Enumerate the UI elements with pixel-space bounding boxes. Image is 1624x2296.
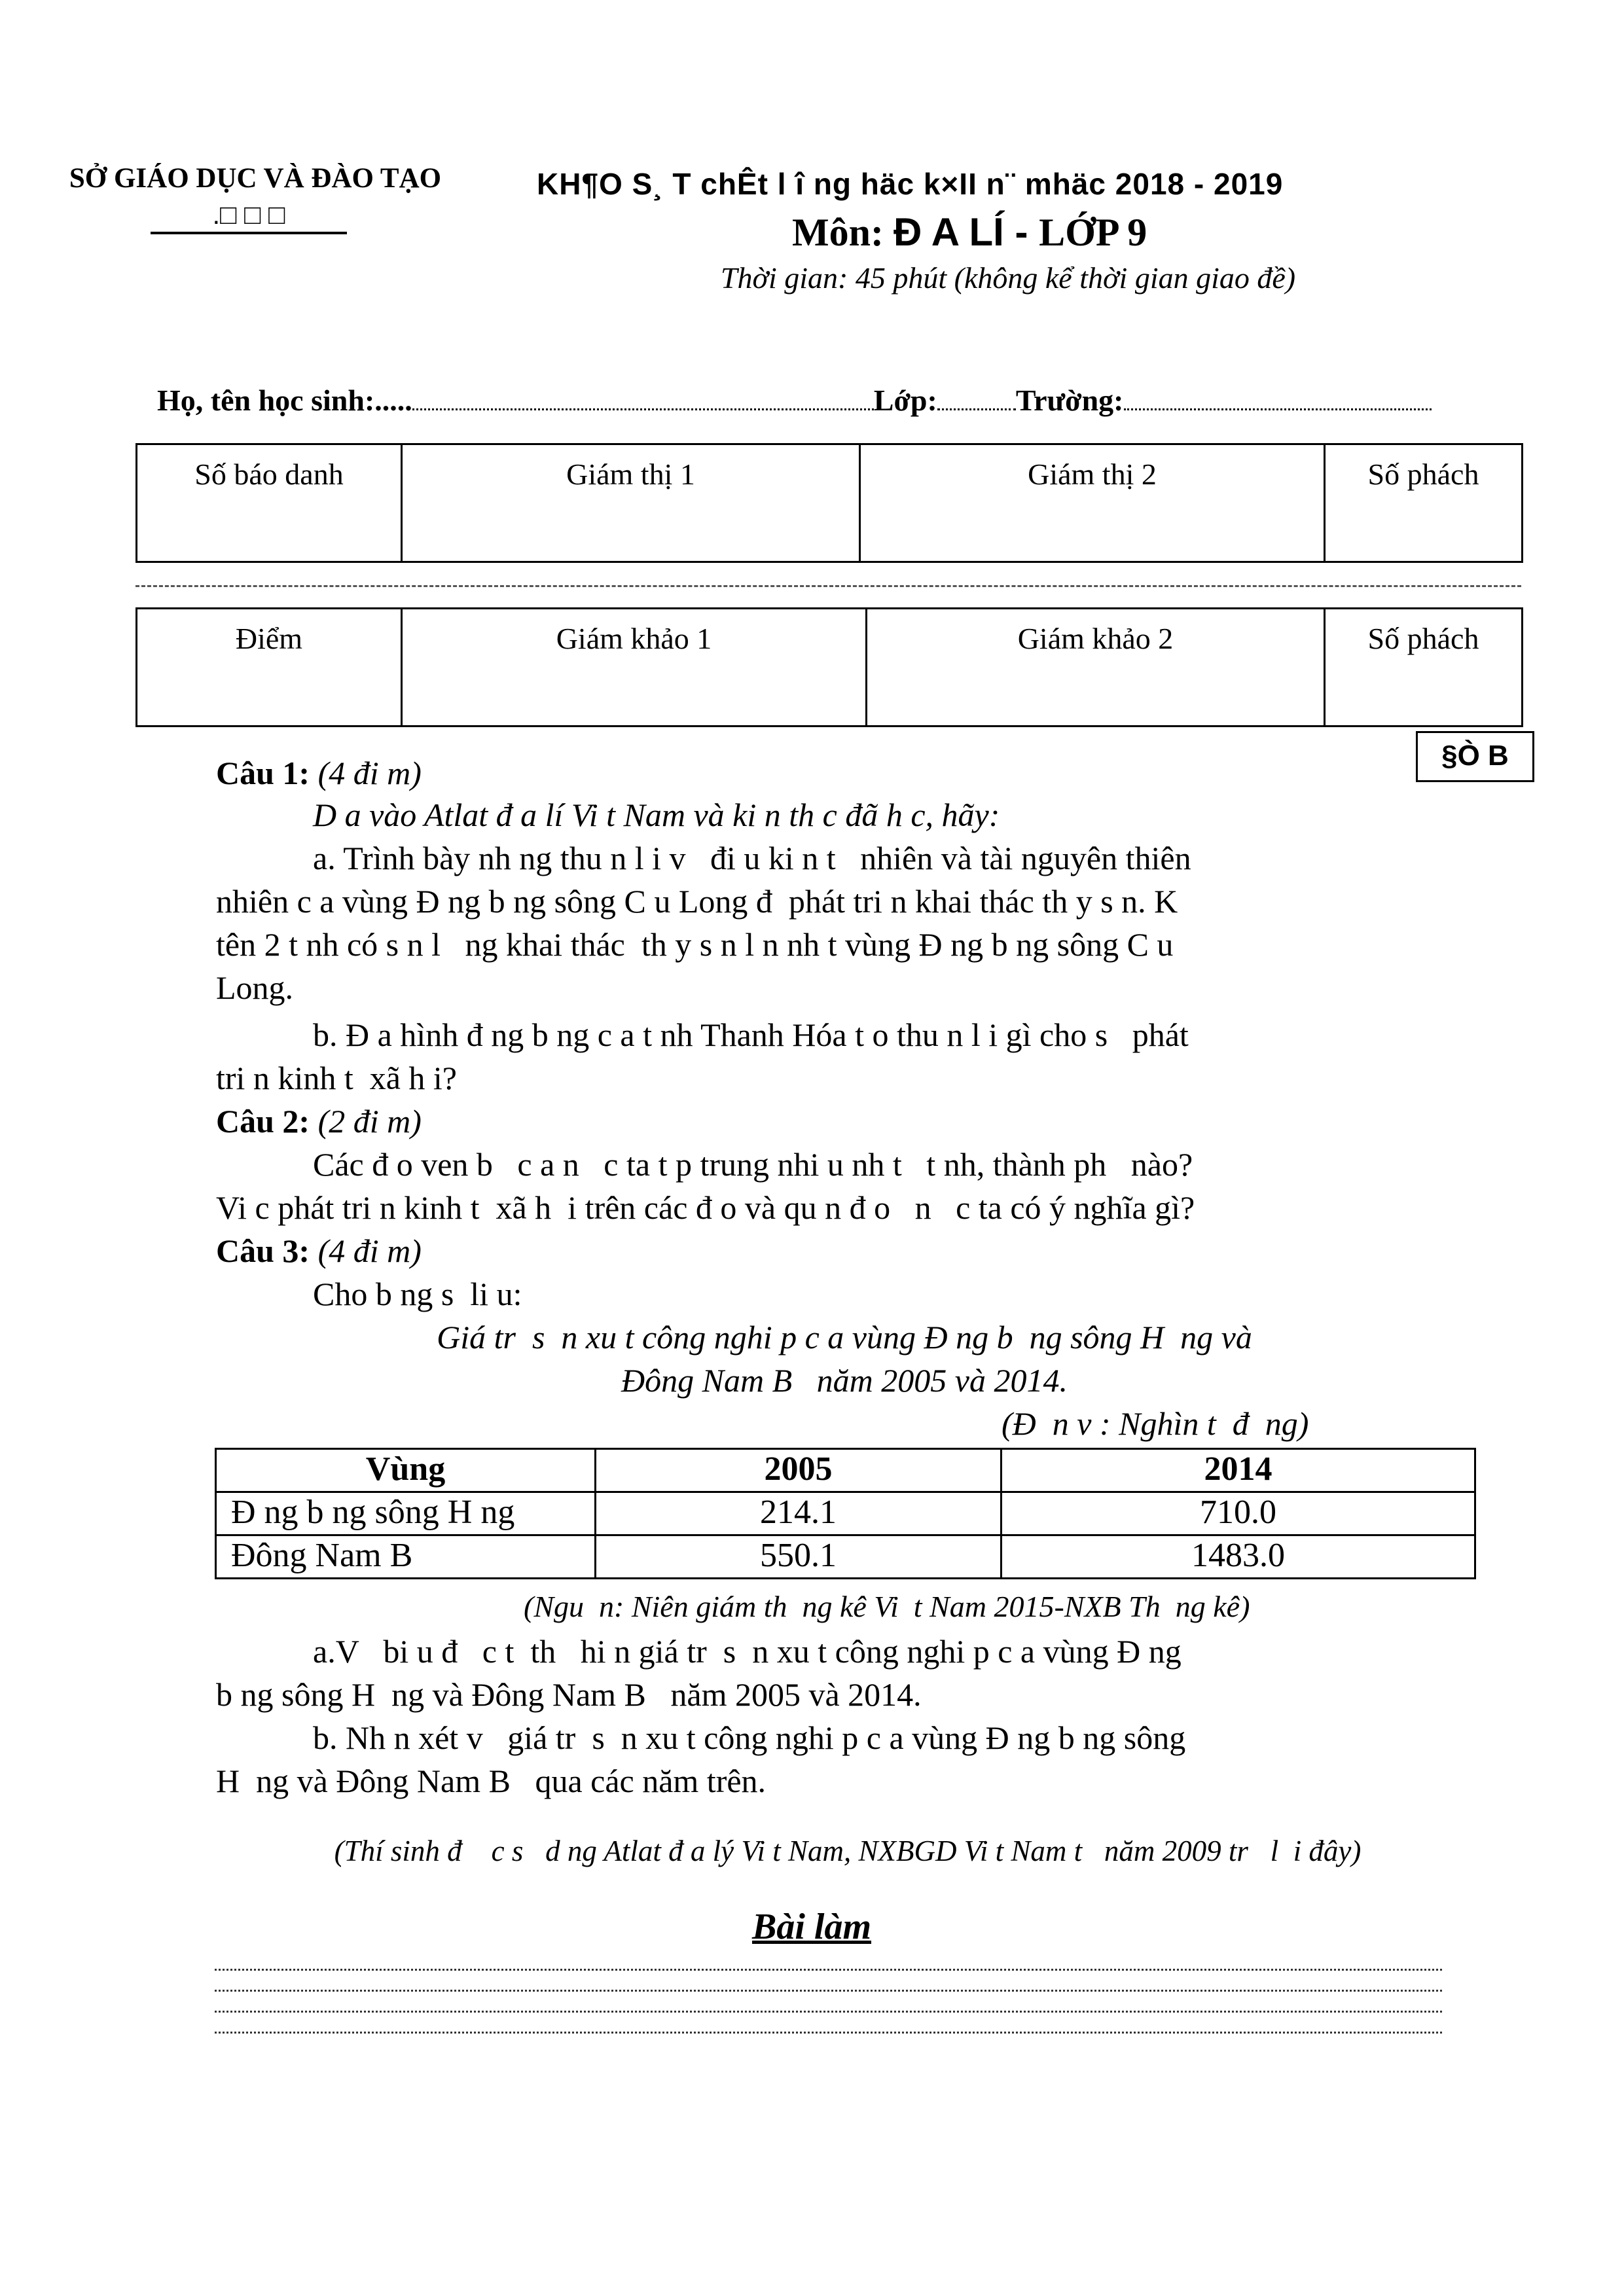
name-fill: ..... — [374, 384, 412, 417]
score-cell[interactable]: Điểm — [137, 609, 402, 726]
q3-points: (4 đi m) — [310, 1232, 422, 1269]
header-2014: 2014 — [1001, 1449, 1475, 1492]
q3-a-line-2: b ng sông H ng và Đông Nam B năm 2005 và 2014. — [216, 1676, 922, 1713]
q3-a-line-1: a.V bi u đ c t th hi n giá tr s n xu t công nghi p c a vùng Đ ng — [313, 1633, 1182, 1670]
table-row — [216, 1535, 1475, 1579]
class-field[interactable] — [937, 389, 1016, 410]
q1-a-line-2: nhiên c a vùng Đ ng b ng sông C u Long đ phát tri n khai thác th y s n. K — [216, 883, 1178, 920]
subject-label: Môn: — [792, 211, 893, 254]
data-table — [215, 1448, 1476, 1579]
q3-heading — [216, 1229, 422, 1272]
q1-a-line-3: tên 2 t nh có s n l ng khai thác th y s n l n nh t vùng Đ ng b ng sông C u — [216, 926, 1174, 963]
q1-b-line-2: tri n kinh t xã h i? — [216, 1060, 457, 1096]
q1-points: (4 đi m) — [310, 755, 422, 791]
answer-title: Bài làm — [751, 1907, 872, 1947]
code-cell-2[interactable]: Số phách — [1325, 609, 1523, 726]
q2-heading — [216, 1100, 422, 1143]
name-label: Họ, tên học sinh: — [157, 384, 375, 417]
q2-line-1: Các đ o ven b c a n c ta t p trung nhi u nh t t nh, thành ph nào? — [313, 1146, 1193, 1183]
supervisor-2-cell[interactable]: Giám thị 2 — [860, 444, 1325, 562]
answer-line[interactable] — [215, 2011, 1442, 2013]
grader-box — [135, 607, 1523, 727]
cell-value: 214.1 — [596, 1492, 1001, 1535]
header-region: Vùng — [216, 1449, 596, 1492]
name-field[interactable] — [412, 389, 874, 410]
table-row — [216, 1492, 1475, 1535]
grader-2-cell[interactable]: Giám khảo 2 — [867, 609, 1325, 726]
table-caption-1: Giá tr s n xu t công nghi p c a vùng Đ ng b ng sông H ng và — [437, 1319, 1252, 1355]
exam-title: KH¶O S¸ T chÊt l î ng häc k×II n¨ mhäc 2018 - 2019 — [537, 167, 1284, 201]
supervisor-box — [135, 443, 1523, 563]
supervisor-1-cell[interactable]: Giám thị 1 — [402, 444, 860, 562]
cell-value: 550.1 — [596, 1535, 1001, 1579]
q3-b-line-1: b. Nh n xét v giá tr s n xu t công nghi p c a vùng Đ ng b ng sông — [313, 1719, 1186, 1756]
answer-line[interactable] — [215, 1969, 1442, 1971]
atlas-note: (Thí sinh đ c s d ng Atlat đ a lý Vi t Nam, NXBGD Vi t Nam t năm 2009 tr l i đây) — [334, 1835, 1362, 1867]
department-sub: .□ □ □ — [151, 198, 347, 234]
cell-value: 710.0 — [1001, 1492, 1475, 1535]
table-unit: (Đ n v : Nghìn t đ ng) — [1001, 1405, 1309, 1442]
table-header-row — [216, 1449, 1475, 1492]
q3-intro: Cho b ng s li u: — [313, 1276, 522, 1312]
table-source: (Ngu n: Niên giám th ng kê Vi t Nam 2015-NXB Th ng kê) — [524, 1590, 1250, 1623]
school-field[interactable] — [1124, 389, 1432, 410]
school-label: Trường: — [1015, 384, 1124, 417]
candidate-number-cell[interactable]: Số báo danh — [137, 444, 402, 562]
q3-b-line-2: H ng và Đông Nam B qua các năm trên. — [216, 1763, 767, 1799]
exam-time: Thời gian: 45 phút (không kể thời gian giao đề) — [720, 261, 1296, 295]
q1-instruction: D a vào Atlat đ a lí Vi t Nam và ki n th c đã h c, hãy: — [313, 797, 1000, 833]
q1-a-line-4: Long. — [216, 969, 294, 1006]
q1-a-line-1: a. Trình bày nh ng thu n l i v đi u ki n t nhiên và tài nguyên thiên — [313, 840, 1191, 876]
grade: LỚP 9 — [1039, 211, 1147, 254]
subject-line — [792, 209, 1147, 255]
subject-value: Đ A LÍ - — [893, 210, 1039, 254]
q1-heading — [216, 751, 422, 795]
code-cell[interactable]: Số phách — [1325, 444, 1523, 562]
q1-b-line-1: b. Đ a hình đ ng b ng c a t nh Thanh Hóa t o thu n l i gì cho s phát — [313, 1016, 1189, 1053]
table-caption-2: Đông Nam B năm 2005 và 2014. — [621, 1362, 1068, 1399]
cut-line — [135, 585, 1521, 587]
q2-label: Câu 2: — [216, 1103, 310, 1139]
q3-label: Câu 3: — [216, 1232, 310, 1269]
class-label: Lớp: — [873, 384, 937, 417]
exam-code-badge: §Ò B — [1416, 731, 1534, 782]
answer-line[interactable] — [215, 1990, 1442, 1992]
q2-line-2: Vi c phát tri n kinh t xã h i trên các đ o và qu n đ o n c ta có ý nghĩa gì? — [216, 1189, 1195, 1226]
answer-line[interactable] — [215, 2032, 1442, 2034]
department-name: SỞ GIÁO DỤC VÀ ĐÀO TẠO — [69, 163, 442, 194]
header-2005: 2005 — [596, 1449, 1001, 1492]
cell-region: Đông Nam B — [216, 1535, 596, 1579]
q2-points: (2 đi m) — [310, 1103, 422, 1139]
cell-value: 1483.0 — [1001, 1535, 1475, 1579]
cell-region: Đ ng b ng sông H ng — [216, 1492, 596, 1535]
grader-1-cell[interactable]: Giám khảo 1 — [402, 609, 867, 726]
student-info-line — [157, 383, 1486, 418]
q1-label: Câu 1: — [216, 755, 310, 791]
